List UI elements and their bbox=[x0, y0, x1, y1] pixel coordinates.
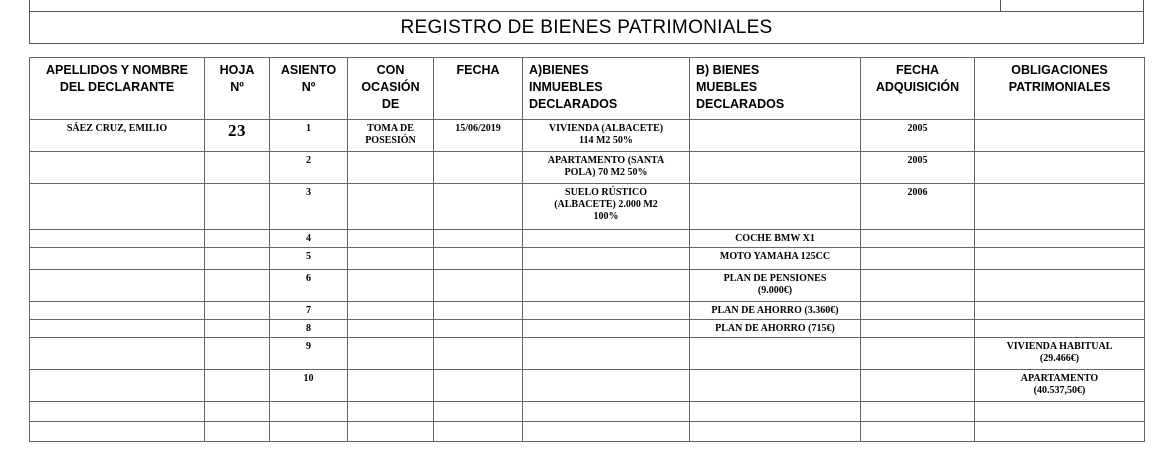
cell-obligaciones bbox=[975, 402, 1145, 422]
header-muebles-line: MUEBLES bbox=[696, 80, 758, 94]
cell-adquisicion bbox=[861, 338, 975, 370]
table-row bbox=[30, 184, 1145, 230]
cell-ocasion bbox=[348, 120, 434, 152]
cell-inmuebles-line: 100% bbox=[593, 211, 619, 222]
cell-inmuebles bbox=[523, 370, 690, 402]
registro-table bbox=[29, 57, 1145, 442]
cell-muebles bbox=[690, 270, 861, 302]
cell-muebles bbox=[690, 184, 861, 230]
cell-hoja bbox=[205, 230, 270, 248]
cell-declarante bbox=[30, 370, 205, 402]
cell-hoja bbox=[205, 338, 270, 370]
cell-inmuebles bbox=[523, 338, 690, 370]
header-hoja bbox=[205, 58, 270, 120]
cell-ocasion-line: POSESIÓN bbox=[365, 135, 416, 146]
cell-fecha: 15/06/2019 bbox=[434, 120, 523, 152]
header-declarante bbox=[30, 58, 205, 120]
top-strip bbox=[29, 0, 1144, 12]
cell-obligaciones bbox=[975, 302, 1145, 320]
cell-fecha bbox=[434, 302, 523, 320]
table-row bbox=[30, 230, 1145, 248]
cell-declarante bbox=[30, 270, 205, 302]
top-strip-divider bbox=[1000, 0, 1001, 12]
cell-fecha bbox=[434, 248, 523, 270]
cell-fecha bbox=[434, 370, 523, 402]
cell-ocasion bbox=[348, 320, 434, 338]
cell-fecha bbox=[434, 338, 523, 370]
cell-hoja bbox=[205, 320, 270, 338]
cell-muebles bbox=[690, 402, 861, 422]
header-inmuebles-line: A)BIENES bbox=[529, 63, 589, 77]
header-inmuebles-line: INMUEBLES bbox=[529, 80, 603, 94]
cell-muebles-line: PLAN DE AHORRO (715€) bbox=[715, 323, 835, 334]
header-ocasion-line: CON bbox=[376, 63, 405, 77]
table-row bbox=[30, 320, 1145, 338]
header-obligaciones-line: OBLIGACIONES bbox=[1011, 63, 1108, 77]
cell-hoja bbox=[205, 402, 270, 422]
header-adquisicion-line: FECHA bbox=[895, 63, 940, 77]
cell-muebles bbox=[690, 120, 861, 152]
cell-asiento: 4 bbox=[270, 230, 348, 248]
cell-obligaciones-line: VIVIENDA HABITUAL bbox=[1006, 341, 1113, 352]
cell-ocasion bbox=[348, 338, 434, 370]
cell-obligaciones-line: (29.466€) bbox=[1039, 353, 1080, 364]
cell-declarante bbox=[30, 338, 205, 370]
cell-adquisicion bbox=[861, 270, 975, 302]
cell-obligaciones bbox=[975, 120, 1145, 152]
cell-adquisicion bbox=[861, 370, 975, 402]
cell-hoja bbox=[205, 248, 270, 270]
cell-inmuebles-line: SUELO RÚSTICO bbox=[565, 187, 647, 198]
cell-declarante bbox=[30, 248, 205, 270]
cell-declarante bbox=[30, 230, 205, 248]
table-row bbox=[30, 370, 1145, 402]
cell-asiento: 8 bbox=[270, 320, 348, 338]
cell-declarante bbox=[30, 320, 205, 338]
header-asiento bbox=[270, 58, 348, 120]
cell-muebles-line: PLAN DE AHORRO (3.360€) bbox=[711, 305, 839, 316]
table-row bbox=[30, 270, 1145, 302]
header-inmuebles-line: DECLARADOS bbox=[529, 97, 618, 111]
cell-asiento bbox=[270, 422, 348, 442]
cell-muebles bbox=[690, 152, 861, 184]
cell-ocasion bbox=[348, 248, 434, 270]
cell-hoja bbox=[205, 270, 270, 302]
cell-hoja bbox=[205, 422, 270, 442]
cell-asiento: 3 bbox=[270, 184, 348, 230]
cell-obligaciones bbox=[975, 152, 1145, 184]
header-hoja-line: HOJA bbox=[219, 63, 255, 77]
cell-hoja: 23 bbox=[205, 120, 270, 152]
table-row bbox=[30, 120, 1145, 152]
cell-asiento bbox=[270, 402, 348, 422]
cell-adquisicion bbox=[861, 422, 975, 442]
cell-asiento: 9 bbox=[270, 338, 348, 370]
cell-adquisicion: 2006 bbox=[861, 184, 975, 230]
cell-muebles-line: MOTO YAMAHA 125CC bbox=[719, 251, 831, 262]
cell-declarante bbox=[30, 152, 205, 184]
cell-fecha bbox=[434, 422, 523, 442]
cell-asiento: 6 bbox=[270, 270, 348, 302]
cell-inmuebles-line: POLA) 70 M2 50% bbox=[564, 167, 648, 178]
cell-fecha bbox=[434, 320, 523, 338]
cell-obligaciones bbox=[975, 270, 1145, 302]
cell-adquisicion bbox=[861, 402, 975, 422]
cell-asiento: 7 bbox=[270, 302, 348, 320]
header-asiento-line: ASIENTO bbox=[280, 63, 337, 77]
cell-inmuebles bbox=[523, 402, 690, 422]
cell-fecha bbox=[434, 152, 523, 184]
cell-muebles bbox=[690, 248, 861, 270]
cell-inmuebles bbox=[523, 230, 690, 248]
cell-muebles bbox=[690, 302, 861, 320]
cell-inmuebles bbox=[523, 320, 690, 338]
cell-inmuebles bbox=[523, 270, 690, 302]
header-asiento-line: Nº bbox=[301, 80, 316, 94]
cell-ocasion bbox=[348, 270, 434, 302]
header-fecha bbox=[434, 58, 523, 120]
table-row bbox=[30, 302, 1145, 320]
cell-obligaciones bbox=[975, 338, 1145, 370]
cell-asiento: 10 bbox=[270, 370, 348, 402]
table-row bbox=[30, 422, 1145, 442]
cell-obligaciones bbox=[975, 248, 1145, 270]
table-body bbox=[30, 120, 1145, 442]
header-ocasion-line: DE bbox=[381, 97, 400, 111]
cell-hoja bbox=[205, 302, 270, 320]
cell-fecha bbox=[434, 184, 523, 230]
cell-obligaciones bbox=[975, 230, 1145, 248]
cell-obligaciones bbox=[975, 320, 1145, 338]
cell-inmuebles-line: APARTAMENTO (SANTA bbox=[547, 155, 665, 166]
cell-hoja bbox=[205, 184, 270, 230]
header-declarante-line: DEL DECLARANTE bbox=[59, 80, 175, 94]
cell-muebles bbox=[690, 422, 861, 442]
cell-asiento: 5 bbox=[270, 248, 348, 270]
cell-ocasion bbox=[348, 152, 434, 184]
table-row bbox=[30, 402, 1145, 422]
header-declarante-line: APELLIDOS Y NOMBRE bbox=[46, 63, 188, 77]
header-ocasion bbox=[348, 58, 434, 120]
cell-ocasion bbox=[348, 402, 434, 422]
header-hoja-line: Nº bbox=[230, 80, 244, 94]
cell-inmuebles-line: (ALBACETE) 2.000 M2 bbox=[554, 199, 658, 210]
header-obligaciones bbox=[975, 58, 1145, 120]
cell-inmuebles bbox=[523, 248, 690, 270]
cell-ocasion bbox=[348, 184, 434, 230]
header-muebles bbox=[690, 58, 861, 120]
cell-adquisicion bbox=[861, 302, 975, 320]
cell-obligaciones bbox=[975, 184, 1145, 230]
cell-adquisicion bbox=[861, 248, 975, 270]
table-row bbox=[30, 152, 1145, 184]
cell-muebles-line: (9.000€) bbox=[757, 285, 793, 296]
cell-ocasion bbox=[348, 422, 434, 442]
cell-ocasion-line: TOMA DE bbox=[367, 123, 414, 134]
cell-ocasion bbox=[348, 370, 434, 402]
cell-declarante bbox=[30, 184, 205, 230]
header-row bbox=[30, 58, 1145, 120]
cell-muebles bbox=[690, 370, 861, 402]
cell-muebles-line: PLAN DE PENSIONES bbox=[723, 273, 827, 284]
cell-inmuebles bbox=[523, 302, 690, 320]
cell-obligaciones bbox=[975, 370, 1145, 402]
cell-obligaciones bbox=[975, 422, 1145, 442]
cell-asiento: 1 bbox=[270, 120, 348, 152]
cell-inmuebles bbox=[523, 152, 690, 184]
cell-hoja bbox=[205, 152, 270, 184]
header-ocasion-line: OCASIÓN bbox=[361, 80, 420, 94]
cell-fecha bbox=[434, 402, 523, 422]
cell-declarante bbox=[30, 422, 205, 442]
table-row bbox=[30, 338, 1145, 370]
cell-inmuebles-line: 114 M2 50% bbox=[579, 135, 633, 146]
cell-muebles bbox=[690, 230, 861, 248]
header-adquisicion bbox=[861, 58, 975, 120]
header-obligaciones-line: PATRIMONIALES bbox=[1008, 80, 1111, 94]
cell-fecha bbox=[434, 270, 523, 302]
cell-ocasion bbox=[348, 302, 434, 320]
cell-inmuebles-line: VIVIENDA (ALBACETE) bbox=[548, 123, 664, 134]
cell-obligaciones-line: (40.537,50€) bbox=[1033, 385, 1086, 396]
form-title: REGISTRO DE BIENES PATRIMONIALES bbox=[29, 12, 1144, 44]
header-muebles-line: DECLARADOS bbox=[696, 97, 785, 111]
cell-adquisicion bbox=[861, 320, 975, 338]
cell-declarante bbox=[30, 402, 205, 422]
cell-muebles bbox=[690, 320, 861, 338]
cell-ocasion bbox=[348, 230, 434, 248]
cell-obligaciones-line: APARTAMENTO bbox=[1020, 373, 1099, 384]
cell-declarante: SÁEZ CRUZ, EMILIO bbox=[30, 120, 205, 152]
header-fecha-line: FECHA bbox=[456, 63, 500, 77]
cell-inmuebles bbox=[523, 120, 690, 152]
cell-muebles-line: COCHE BMW X1 bbox=[735, 233, 815, 244]
cell-declarante bbox=[30, 302, 205, 320]
cell-hoja bbox=[205, 370, 270, 402]
header-inmuebles bbox=[523, 58, 690, 120]
cell-inmuebles bbox=[523, 422, 690, 442]
cell-fecha bbox=[434, 230, 523, 248]
header-muebles-line: B) BIENES bbox=[696, 63, 760, 77]
cell-muebles bbox=[690, 338, 861, 370]
cell-asiento: 2 bbox=[270, 152, 348, 184]
cell-adquisicion: 2005 bbox=[861, 152, 975, 184]
cell-inmuebles bbox=[523, 184, 690, 230]
table-row bbox=[30, 248, 1145, 270]
header-adquisicion-line: ADQUISICIÓN bbox=[875, 80, 960, 94]
cell-adquisicion: 2005 bbox=[861, 120, 975, 152]
cell-adquisicion bbox=[861, 230, 975, 248]
